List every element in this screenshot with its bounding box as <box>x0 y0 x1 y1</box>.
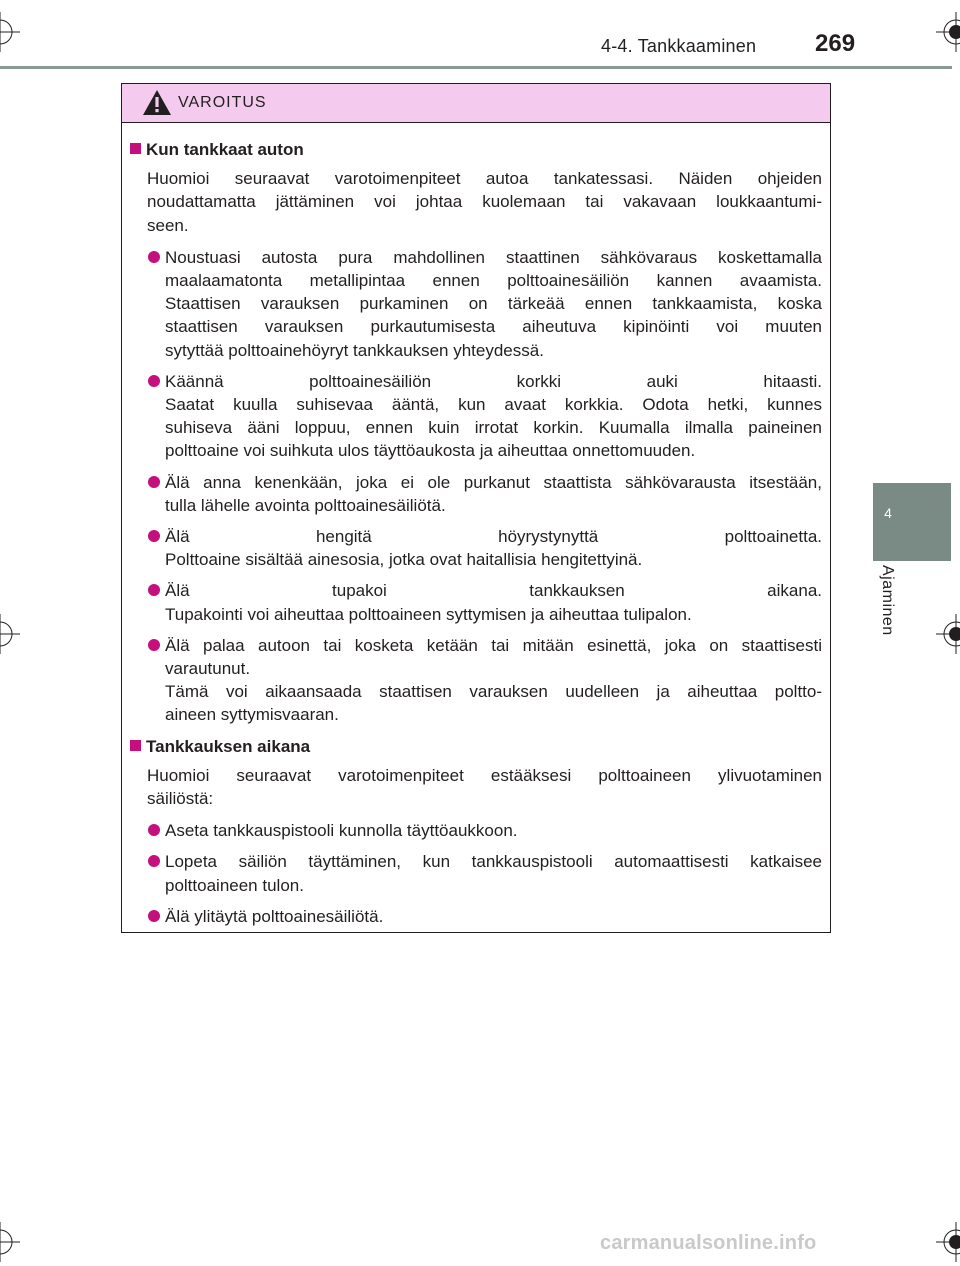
page-number: 269 <box>815 30 856 57</box>
registration-mark-top-left <box>0 12 20 52</box>
text-line: Staattisen varauksen purkaminen on tärkeää ennen tankkaamista, koska <box>165 294 822 314</box>
round-bullet-icon <box>148 584 160 596</box>
section-title-text: Kun tankkaat auton <box>146 140 304 159</box>
round-bullet-icon <box>148 375 160 387</box>
header-divider <box>0 66 952 69</box>
text-line: säiliöstä: <box>147 789 214 809</box>
chapter-number: 4 <box>884 505 892 521</box>
chapter-label-container <box>878 565 900 655</box>
warning-box <box>121 83 831 933</box>
text-line: aineen syttymisvaaran. <box>165 705 339 725</box>
square-bullet-icon <box>130 740 141 751</box>
section-heading: 4-4. Tankkaaminen <box>601 36 757 56</box>
text-line: Älä tupakoi tankkauksen aikana. <box>165 581 822 601</box>
section-title <box>128 735 822 758</box>
section-title-text: Tankkauksen aikana <box>146 736 311 756</box>
text-line: sytyttää polttoainehöyryt tankkauksen yhteydessä. <box>165 340 544 360</box>
chapter-label: Ajaminen <box>879 565 896 636</box>
bullet-item <box>128 634 822 727</box>
text-line: seen. <box>147 215 189 235</box>
text-line: polttoaine voi suihkuta ulos täyttöaukosta ja aiheuttaa onnettomuuden. <box>165 441 696 461</box>
bullet-item <box>128 819 822 842</box>
registration-mark-top-right <box>936 12 960 52</box>
text-line: Polttoaine sisältää ainesosia, jotka ovat haitallisia hengitettyinä. <box>165 550 643 570</box>
warning-title: VAROITUS <box>178 94 267 111</box>
text-line: Älä anna kenenkään, joka ei ole purkanut staattista sähkövarausta itsestään, <box>165 472 822 492</box>
text-line: suhiseva ääni loppuu, ennen kuin irrotat korkin. Kuumalla ilmalla paineinen <box>165 418 822 438</box>
text-line: Lopeta säiliön täyttäminen, kun tankkauspistooli automaattisesti katkaisee <box>165 852 822 872</box>
bullet-item <box>128 850 822 896</box>
round-bullet-icon <box>148 476 160 488</box>
bullet-item <box>128 471 822 517</box>
section-title <box>128 138 822 161</box>
text-line: Älä hengitä höyrystynyttä polttoainetta. <box>165 527 822 547</box>
text-line: Älä palaa autoon tai kosketa ketään tai mitään esinettä, joka on staattisesti <box>165 635 822 655</box>
round-bullet-icon <box>148 639 160 651</box>
warning-triangle-icon <box>142 89 172 121</box>
round-bullet-icon <box>148 855 160 867</box>
text-line: Käännä polttoainesäiliön korkki auki hitaasti. <box>165 371 822 391</box>
text-line: Huomioi seuraavat varotoimenpiteet autoa tankatessasi. Näiden ohjeiden <box>147 169 822 189</box>
section-intro <box>128 167 822 237</box>
bullet-item <box>128 905 822 928</box>
round-bullet-icon <box>148 824 160 836</box>
bullet-item <box>128 370 822 463</box>
round-bullet-icon <box>148 251 160 263</box>
text-line: polttoaineen tulon. <box>165 875 304 895</box>
text-line: Aseta tankkauspistooli kunnolla täyttöaukkoon. <box>165 821 518 841</box>
text-line: varautunut. <box>165 659 251 679</box>
text-line: noudattamatta jättäminen voi johtaa kuolemaan tai vakavaan loukkaantumi- <box>147 192 822 212</box>
warning-body <box>122 123 830 928</box>
text-line: staattisen varauksen purkautumisesta aiheutuva kipinöinti voi muuten <box>165 317 822 337</box>
round-bullet-icon <box>148 910 160 922</box>
chapter-tab <box>873 483 951 561</box>
section-intro <box>128 764 822 810</box>
warning-header <box>122 84 830 123</box>
text-line: Tupakointi voi aiheuttaa polttoaineen syttymisen ja aiheuttaa tulipalon. <box>165 604 692 624</box>
registration-mark-bottom-left <box>0 1222 20 1262</box>
text-line: maalaamatonta metallipintaa ennen polttoainesäiliön kannen avaamista. <box>165 271 822 291</box>
text-line: Noustuasi autosta pura mahdollinen staattinen sähkövaraus koskettamalla <box>165 247 822 267</box>
registration-mark-mid-left <box>0 614 20 654</box>
text-line: Tämä voi aikaansaada staattisen varauksen uudelleen ja aiheuttaa poltto- <box>165 682 822 702</box>
text-line: tulla lähelle avointa polttoainesäiliötä. <box>165 495 446 515</box>
bullet-item <box>128 246 822 362</box>
bullet-item <box>128 579 822 625</box>
registration-mark-mid-right <box>936 614 960 654</box>
bullet-item <box>128 525 822 571</box>
text-line: Älä ylitäytä polttoainesäiliötä. <box>165 906 384 926</box>
watermark: carmanualsonline.info <box>600 1232 817 1254</box>
round-bullet-icon <box>148 530 160 542</box>
text-line: Saatat kuulla suhisevaa ääntä, kun avaat korkkia. Odota hetki, kunnes <box>165 395 822 415</box>
text-line: Huomioi seuraavat varotoimenpiteet estääksesi polttoaineen ylivuotaminen <box>147 765 822 785</box>
square-bullet-icon <box>130 143 141 154</box>
registration-mark-bottom-right <box>936 1222 960 1262</box>
